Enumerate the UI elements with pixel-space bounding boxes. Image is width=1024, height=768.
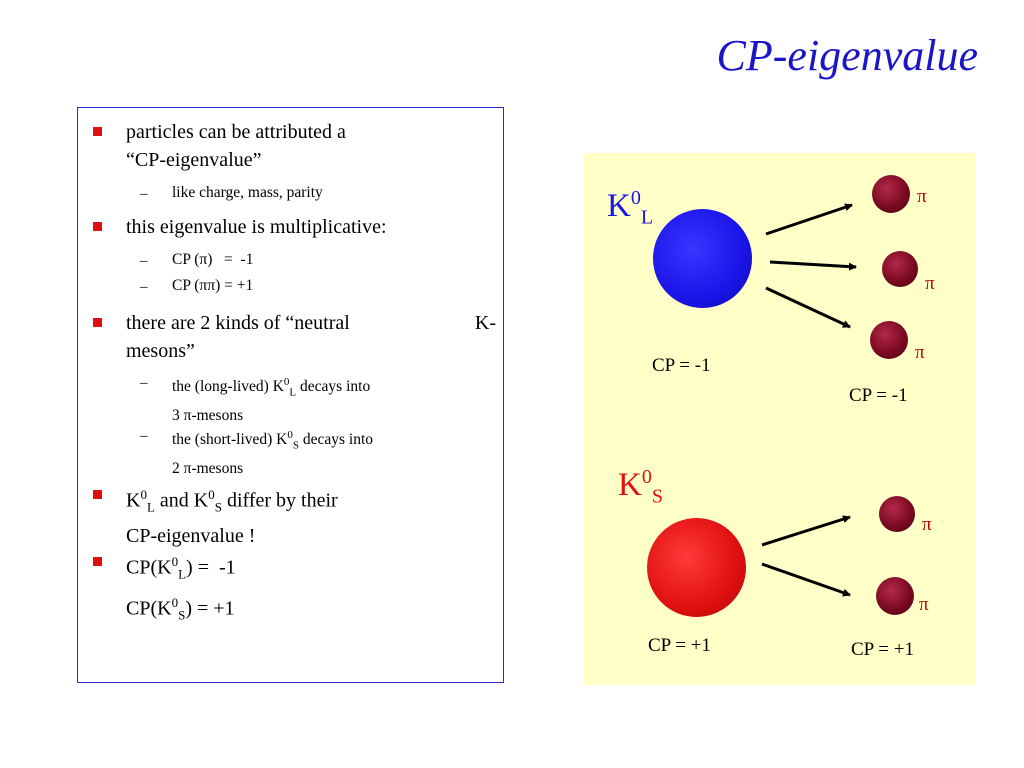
dash-marker: – <box>140 375 148 391</box>
bullet-textbox <box>77 107 504 683</box>
decay-diagram <box>584 153 975 685</box>
kl-particle <box>653 209 752 308</box>
ks-particle <box>647 518 746 617</box>
pion-particle <box>876 577 914 615</box>
subbullet-cp-pipi: CP (ππ) = +1 <box>172 277 254 294</box>
pion-particle <box>872 175 910 213</box>
bullet-marker <box>93 222 102 231</box>
arrow-ks-pi1 <box>762 517 850 545</box>
bullet-marker <box>93 490 102 499</box>
arrow-kl-pi2 <box>770 262 856 267</box>
bullet-marker <box>93 318 102 327</box>
bullet-cp-values: $CP(K^0_L) = -1$ $CP(K^0_S) = +1$ <box>126 554 236 623</box>
bullet-two-kinds: there are 2 kinds of “neutral K- mesons” <box>126 312 496 362</box>
arrow-kl-pi3 <box>766 288 850 327</box>
pion-particle <box>870 321 908 359</box>
dash-marker: – <box>140 186 148 202</box>
subbullet-short-lived: the (short-lived) $K^0_S$ decays into 2 π-mesons <box>172 429 374 478</box>
bullet-marker <box>93 557 102 566</box>
pion-particle <box>882 251 918 287</box>
bullet-attributed <box>126 118 346 174</box>
arrow-kl-pi1 <box>766 205 852 234</box>
subbullet-like-charge: like charge, mass, parity <box>172 184 323 201</box>
pi-label: π <box>925 273 935 294</box>
subbullet-cp-pi: CP (π) = -1 <box>172 251 254 268</box>
ks-cp-value: CP = +1 <box>648 635 711 656</box>
slide-title: CP-eigenvalue <box>716 31 978 80</box>
bullet-text: “CP-eigenvalue” <box>126 149 262 171</box>
decay-arrows <box>584 153 975 685</box>
pi-label: π <box>922 514 932 535</box>
kl-products-cp-value: CP = -1 <box>849 385 908 406</box>
arrow-ks-pi2 <box>762 564 850 595</box>
bullet-multiplicative: this eigenvalue is multiplicative: <box>126 216 387 238</box>
pi-label: π <box>917 186 927 207</box>
kl-label: $K^0_L$ <box>607 187 654 229</box>
kl-cp-value: CP = -1 <box>652 355 711 376</box>
pi-label: π <box>919 594 929 615</box>
bullet-differ: $K^0_L$ and $K^0_S$ differ by their CP-eigenvalue ! <box>126 487 338 547</box>
bullet-text: particles can be attributed a <box>126 121 346 143</box>
bullet-marker <box>93 127 102 136</box>
ks-products-cp-value: CP = +1 <box>851 639 914 660</box>
subbullet-long-lived: the (long-lived) $K^0_L$ decays into 3 π-mesons <box>172 376 371 425</box>
ks-label: $K^0_S$ <box>618 466 663 508</box>
dash-marker: – <box>140 279 148 295</box>
dash-marker: – <box>140 428 148 444</box>
pion-particle <box>879 496 915 532</box>
dash-marker: – <box>140 253 148 269</box>
pi-label: π <box>915 342 925 363</box>
